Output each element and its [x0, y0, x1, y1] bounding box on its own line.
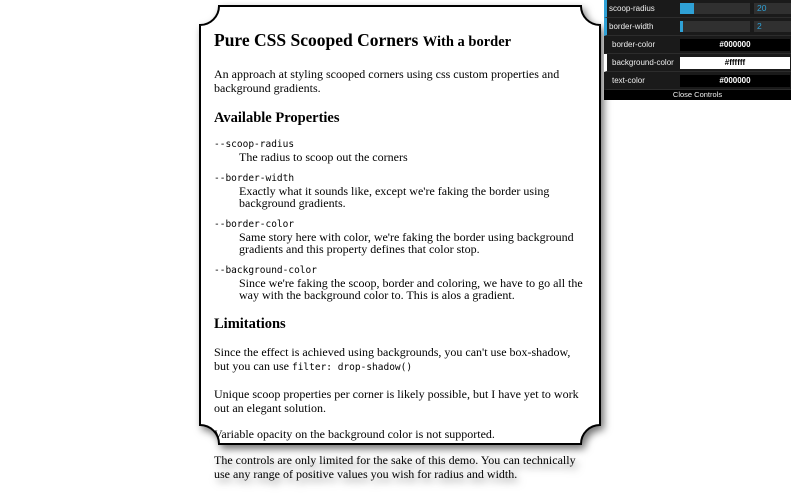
close-controls-button[interactable]: Close Controls — [604, 90, 791, 100]
scoop-radius-slider[interactable] — [680, 3, 750, 14]
background-color-label: background-color — [612, 58, 674, 67]
limitation-text: Since the effect is achieved using backgrounds, you can't use box-shadow, but you can use — [214, 345, 571, 373]
property-description: Since we're faking the scoop, border and coloring, we have to go all the way with the background color to. This is alos a gradient. — [239, 276, 583, 302]
text-color-control — [604, 72, 791, 90]
title-main: Pure CSS Scooped Corners — [214, 30, 419, 50]
property-name: --scoop-radius — [214, 139, 295, 150]
limitation-paragraph: The controls are only limited for the sake of this demo. You can technically use any range of positive values you wish for radius and width. — [214, 453, 576, 481]
property-description: The radius to scoop out the corners — [239, 150, 408, 164]
text-color-label: text-color — [612, 76, 645, 85]
border-width-control — [604, 18, 791, 36]
property-description: Exactly what it sounds like, except we're faking the border using background gradients. — [239, 184, 550, 210]
drop-shadow-code: filter: drop-shadow() — [291, 362, 413, 373]
scooped-card — [199, 5, 601, 481]
scoop-radius-label: scoop-radius — [609, 4, 655, 13]
limitation-paragraph: Unique scoop properties per corner is likely possible, but I have yet to work out an elegant solution. — [214, 387, 579, 415]
controls-panel — [604, 0, 791, 99]
property-name: --border-width — [214, 173, 295, 184]
limitations-heading: Limitations — [214, 316, 286, 332]
scoop-radius-control — [604, 0, 791, 18]
text-color-swatch[interactable]: #000000 — [680, 75, 790, 87]
property-name: --background-color — [214, 265, 317, 276]
properties-list — [214, 139, 586, 301]
border-color-label: border-color — [612, 40, 656, 49]
property-description: Same story here with color, we're faking the border using background gradients and this property defines that color stop. — [239, 230, 574, 256]
border-color-control — [604, 36, 791, 54]
limitation-paragraph: Variable opacity on the background color is not supported. — [214, 427, 495, 441]
background-color-control — [604, 54, 791, 72]
slider-fill — [680, 3, 694, 14]
article — [214, 29, 586, 493]
border-width-label: border-width — [609, 22, 654, 31]
title-subtitle: With a border — [422, 34, 512, 50]
intro-paragraph: An approach at styling scooped corners using css custom properties and background gradients. — [214, 67, 560, 95]
border-color-swatch[interactable]: #000000 — [680, 39, 790, 51]
property-name: --border-color — [214, 219, 295, 230]
available-properties-heading: Available Properties — [214, 110, 340, 126]
background-color-swatch[interactable]: #ffffff — [680, 57, 790, 69]
page-title — [214, 29, 586, 53]
border-width-slider[interactable] — [680, 21, 750, 32]
limitation-paragraph — [214, 345, 586, 375]
slider-fill — [680, 21, 683, 32]
scoop-radius-input[interactable]: 20 — [754, 3, 791, 14]
border-width-input[interactable]: 2 — [754, 21, 791, 32]
